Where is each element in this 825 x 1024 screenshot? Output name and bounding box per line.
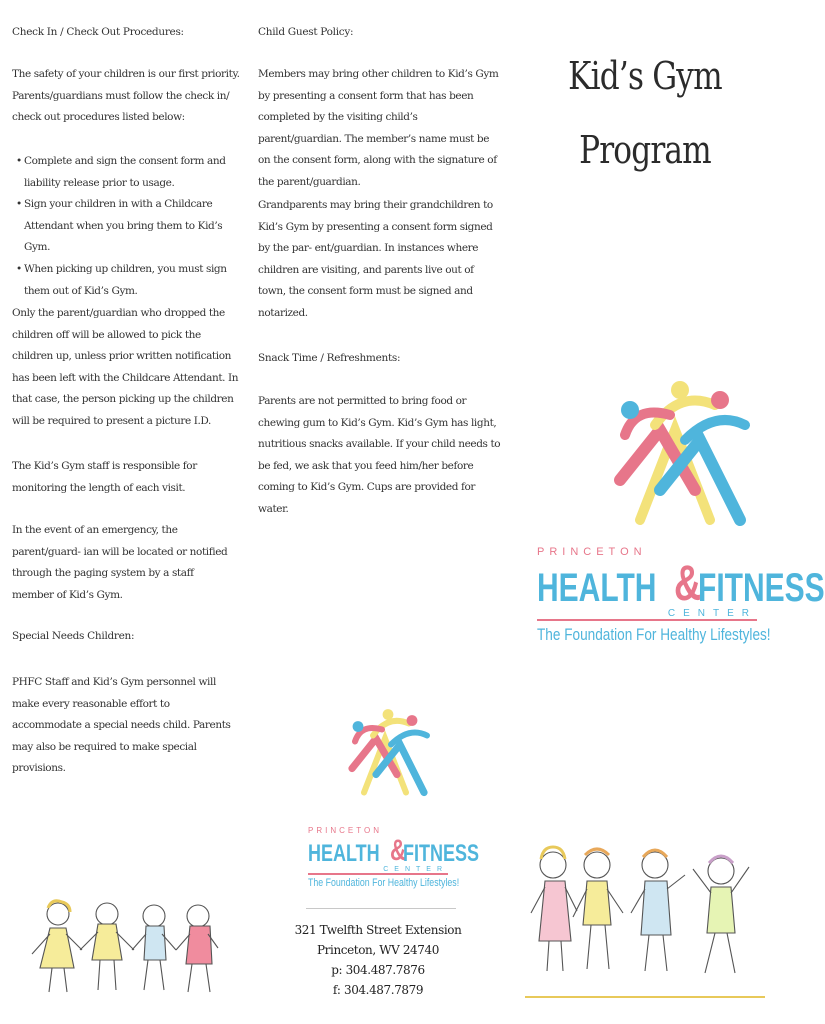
snack-text: Parents are not permitted to bring food or chewing gum to Kid’s Gym. Kid’s Gym has light, nutritious snacks available. If your child needs to be fed, we ask that you feed him/her before coming to Kid’s Gym. Cups are provided for water. xyxy=(258,395,501,515)
brand-divider xyxy=(308,873,448,875)
brand-divider xyxy=(537,619,757,621)
program-title-line1: Kid’s Gym xyxy=(568,54,722,98)
bullet-item: • Sign your children in with a Childcare Attendant when you bring them to Kid’s Gym. xyxy=(12,194,244,259)
phfc-logo-figures-large xyxy=(600,370,750,570)
middle-panel xyxy=(258,0,508,1024)
address-phone: p: 304.487.7876 xyxy=(331,963,425,977)
bullet-item: • Complete and sign the consent form and liability release prior to usage. xyxy=(12,151,244,194)
pickup-policy-text: Only the parent/guardian who dropped the children off will be allowed to pick the children up, unless prior written notification has been left with the Childcare Attendant. In that case, the person picking up the children will be required to present a picture I.D. xyxy=(12,307,239,427)
brand-princeton: PRINCETON xyxy=(308,826,382,835)
address-fax: f: 304.487.7879 xyxy=(332,983,424,997)
address-city: Princeton, WV 24740 xyxy=(317,943,439,957)
guest-policy-heading: Child Guest Policy: xyxy=(258,26,354,38)
brand-health: HEALTH xyxy=(308,840,380,867)
special-needs-text: PHFC Staff and Kid’s Gym personnel will make every reasonable effort to accommodate a special needs child. Parents may also be required to make special provisions. xyxy=(12,676,231,775)
brand-center: CENTER xyxy=(383,866,448,873)
bullet-item: • When picking up children, you must sign them out of Kid’s Gym. xyxy=(12,259,244,302)
address-block xyxy=(278,920,478,1000)
brand-ampersand: & xyxy=(674,555,702,611)
children-holding-hands-illustration xyxy=(22,892,222,1004)
emergency-text: In the event of an emergency, the parent/guard- ian will be located or notified through the paging system by a staff member of Kid’s Gym. xyxy=(12,524,228,601)
program-title-line2: Program xyxy=(579,128,711,172)
checkin-bullet-list xyxy=(12,151,244,302)
children-playing-illustration xyxy=(525,835,765,1005)
grandparents-text: Grandparents may bring their grandchildren to Kid’s Gym by presenting a consent form signed by the par- ent/guardian. In instances where children are visiting, and parents live out of town, the consent form must be signed and notarized. xyxy=(258,199,493,319)
right-panel xyxy=(525,0,825,1024)
brand-tagline: The Foundation For Healthy Lifestyles! xyxy=(537,625,771,644)
checkin-heading: Check In / Check Out Procedures: xyxy=(12,26,184,38)
snack-heading: Snack Time / Refreshments: xyxy=(258,352,401,364)
phfc-logo-figures-small xyxy=(340,700,430,825)
brand-ampersand: & xyxy=(389,834,406,867)
brand-fitness: FITNESS xyxy=(403,840,480,867)
guest-policy-text: Members may bring other children to Kid’s Gym by presenting a consent form that has been completed by the visiting child’s parent/guardian. The member’s name must be on the consent form, along with the signature of the parent/guardian. xyxy=(258,68,499,188)
left-panel xyxy=(12,0,244,1024)
monitoring-text: The Kid’s Gym staff is responsible for monitoring the length of each visit. xyxy=(12,460,197,494)
address-divider xyxy=(306,908,456,909)
special-needs-heading: Special Needs Children: xyxy=(12,630,135,642)
brand-center: CENTER xyxy=(667,608,757,619)
brand-fitness: FITNESS xyxy=(698,566,825,610)
checkin-intro: The safety of your children is our first priority. Parents/guardians must follow the check in/ check out procedures listed below: xyxy=(12,68,240,124)
address-street: 321 Twelfth Street Extension xyxy=(294,923,462,937)
phfc-brand-large xyxy=(537,546,825,645)
phfc-brand-small xyxy=(308,826,498,889)
brand-health: HEALTH xyxy=(537,566,657,610)
brand-princeton: PRINCETON xyxy=(537,546,647,558)
brand-tagline: The Foundation For Healthy Lifestyles! xyxy=(308,877,460,889)
